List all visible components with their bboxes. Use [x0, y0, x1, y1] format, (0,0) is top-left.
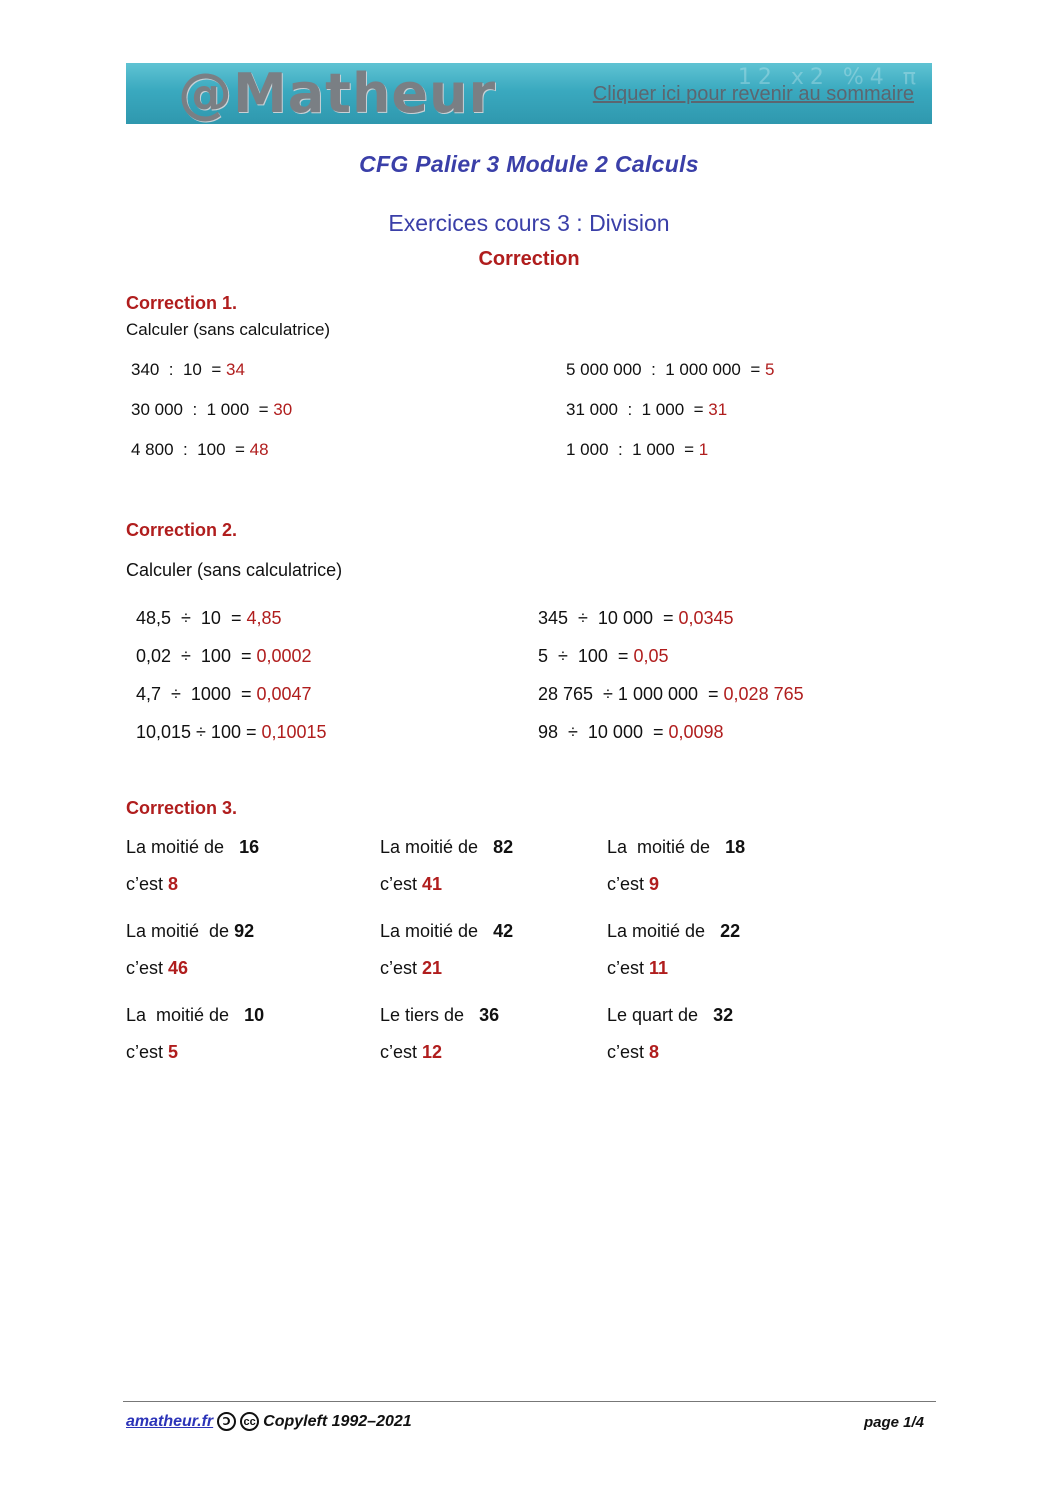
s2-left-row-0: [136, 608, 282, 629]
answer: 46: [168, 958, 189, 978]
half-item-label: [126, 1005, 264, 1026]
answer: 9: [649, 874, 660, 894]
expression: 31 000 : 1 000 =: [566, 400, 709, 419]
half-item-answer: [126, 874, 178, 895]
banner-decoration: 12 x2 %4 π: [737, 65, 922, 90]
answer: 5: [168, 1042, 179, 1062]
cest-text: c’est: [380, 874, 423, 894]
half-item-label: [607, 921, 740, 942]
answer: 12: [422, 1042, 443, 1062]
item-number: 42: [493, 921, 514, 941]
section1-heading: Correction 1.: [126, 293, 238, 313]
answer: 8: [649, 1042, 660, 1062]
back-to-summary-link[interactable]: Cliquer ici pour revenir au sommaire: [592, 83, 914, 105]
section1-instruction: Calculer (sans calculatrice): [126, 320, 331, 339]
cest-text: c’est: [126, 874, 169, 894]
answer: 0,05: [633, 646, 669, 666]
half-item-answer: [126, 1042, 178, 1063]
s2-left-row-3: [136, 722, 327, 743]
section3-heading: Correction 3.: [126, 798, 238, 818]
expression: 30 000 : 1 000 =: [131, 400, 274, 419]
cest-text: c’est: [380, 1042, 423, 1062]
item-text: La moitié de: [380, 837, 494, 857]
answer: 8: [168, 874, 179, 894]
item-text: La moitié de: [607, 921, 721, 941]
quarter-item-label: [607, 1005, 733, 1026]
half-item-answer: [607, 958, 668, 979]
half-item-answer: [380, 874, 442, 895]
half-item-label: [380, 837, 513, 858]
cest-text: c’est: [607, 958, 650, 978]
half-item-answer: [607, 874, 659, 895]
answer: 0,0345: [678, 608, 734, 628]
creative-commons-icon: cc: [240, 1412, 259, 1431]
site-logo: @Matheur: [178, 63, 497, 124]
answer: 0,0098: [668, 722, 724, 742]
half-item-label: [126, 921, 254, 942]
s1-right-row-0: [566, 360, 774, 380]
half-item-label: [126, 837, 259, 858]
s1-right-row-1: [566, 400, 727, 420]
cest-text: c’est: [607, 874, 650, 894]
item-number: 18: [725, 837, 746, 857]
half-item-label: [607, 837, 745, 858]
s2-right-row-2: [538, 684, 804, 705]
expression: 98 ÷ 10 000 =: [538, 722, 669, 742]
cest-text: c’est: [380, 958, 423, 978]
page-subtitle: Exercices cours 3 : Division: [388, 210, 670, 236]
answer: 0,0047: [256, 684, 312, 704]
expression: 48,5 ÷ 10 =: [136, 608, 247, 628]
correction-label: Correction: [478, 248, 580, 270]
answer: 4,85: [246, 608, 282, 628]
answer: 0,10015: [261, 722, 327, 742]
answer: 0,028 765: [723, 684, 804, 704]
s2-left-row-1: [136, 646, 312, 667]
half-item-answer: [126, 958, 188, 979]
expression: 5 ÷ 100 =: [538, 646, 634, 666]
item-text: La moitié de: [380, 921, 494, 941]
item-number: 22: [720, 921, 741, 941]
cest-text: c’est: [126, 958, 169, 978]
item-text: La moitié de: [126, 837, 240, 857]
s1-left-row-0: [131, 360, 245, 380]
answer: 0,0002: [256, 646, 312, 666]
s2-right-row-3: [538, 722, 724, 743]
expression: 4,7 ÷ 1000 =: [136, 684, 257, 704]
s2-left-row-2: [136, 684, 312, 705]
answer: 34: [226, 360, 245, 379]
expression: 0,02 ÷ 100 =: [136, 646, 257, 666]
third-item-answer: [380, 1042, 442, 1063]
footer-left: [126, 1412, 412, 1431]
item-number: 16: [239, 837, 260, 857]
expression: 4 800 : 100 =: [131, 440, 250, 459]
half-item-answer: [380, 958, 442, 979]
answer: 31: [708, 400, 728, 419]
quarter-item-answer: [607, 1042, 659, 1063]
s1-left-row-1: [131, 400, 292, 420]
item-number: 92: [234, 921, 255, 941]
answer: 21: [422, 958, 443, 978]
item-number: 82: [493, 837, 514, 857]
site-link[interactable]: amatheur.fr: [126, 1412, 214, 1430]
item-number: 36: [479, 1005, 500, 1025]
expression: 28 765 ÷ 1 000 000 =: [538, 684, 724, 704]
item-number: 10: [244, 1005, 265, 1025]
answer: 1: [698, 440, 709, 459]
page-number: page 1/4: [863, 1414, 924, 1431]
item-text: Le quart de: [607, 1005, 714, 1025]
half-item-label: [380, 921, 513, 942]
copyleft-text: Copyleft 1992–2021: [263, 1412, 412, 1430]
third-item-label: [380, 1005, 499, 1026]
item-number: 32: [713, 1005, 734, 1025]
copyleft-icon: Ↄ: [217, 1412, 236, 1431]
item-text: La moitié de: [126, 921, 235, 941]
expression: 340 : 10 =: [131, 360, 226, 379]
item-text: Le tiers de: [380, 1005, 480, 1025]
cest-text: c’est: [126, 1042, 169, 1062]
s2-right-row-0: [538, 608, 734, 629]
answer: 11: [649, 958, 669, 978]
answer: 48: [249, 440, 269, 459]
item-text: La moitié de: [607, 837, 726, 857]
section2-heading: Correction 2.: [126, 520, 238, 540]
answer: 5: [764, 360, 775, 379]
answer: 41: [422, 874, 443, 894]
answer: 30: [273, 400, 293, 419]
page-title: CFG Palier 3 Module 2 Calculs: [359, 151, 699, 177]
s1-right-row-2: [566, 440, 708, 460]
cest-text: c’est: [607, 1042, 650, 1062]
expression: 345 ÷ 10 000 =: [538, 608, 679, 628]
header-banner: [126, 63, 932, 124]
expression: 5 000 000 : 1 000 000 =: [566, 360, 765, 379]
footer-divider: [123, 1401, 936, 1402]
s2-right-row-1: [538, 646, 669, 667]
s1-left-row-2: [131, 440, 269, 460]
section2-instruction: Calculer (sans calculatrice): [126, 560, 343, 580]
expression: 10,015 ÷ 100 =: [136, 722, 262, 742]
item-text: La moitié de: [126, 1005, 245, 1025]
expression: 1 000 : 1 000 =: [566, 440, 699, 459]
